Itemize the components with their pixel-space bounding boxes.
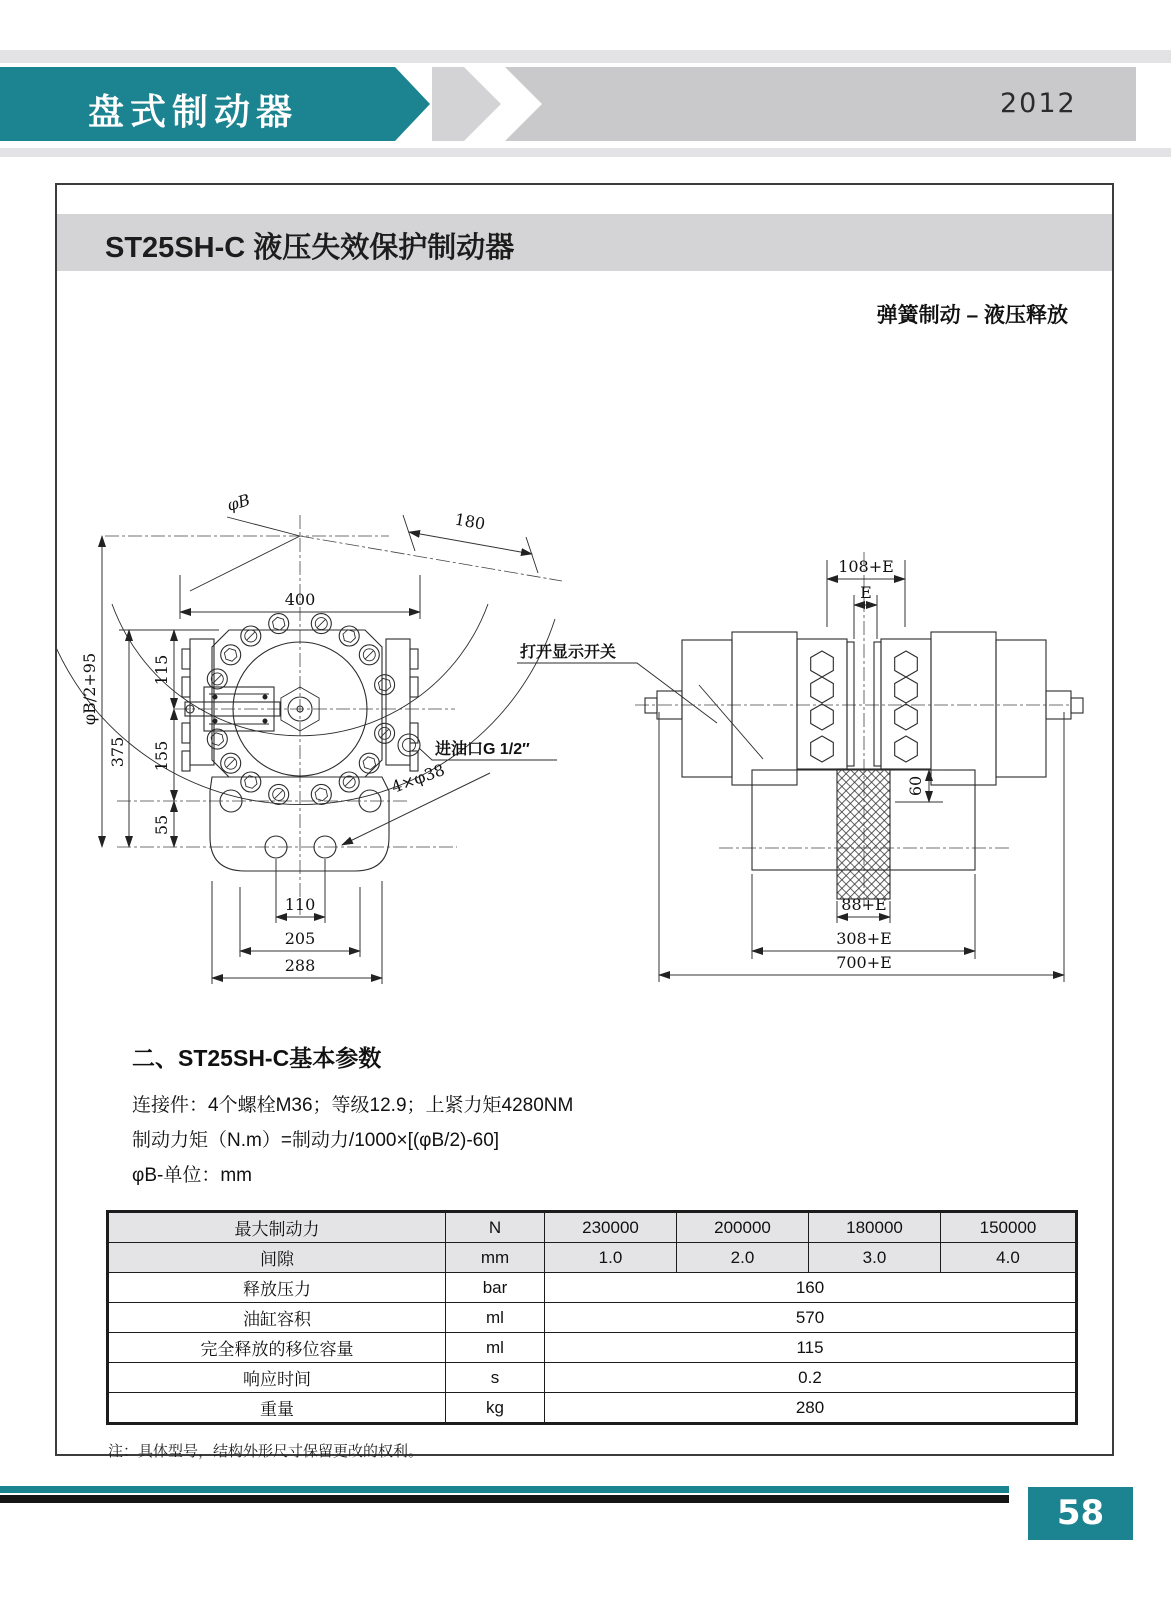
table-row <box>108 1212 1077 1243</box>
oil-port-callout: 进油口G 1/2″ <box>435 741 530 758</box>
dim-55: 55 <box>152 814 171 836</box>
product-title: ST25SH-C 液压失效保护制动器 <box>105 232 515 264</box>
specs-line-fasteners: 连接件：4个螺栓M36；等级12.9；上紧力矩4280NM <box>132 1095 574 1116</box>
row-value: 280 <box>545 1393 1077 1424</box>
row-label: 间隙 <box>108 1243 446 1273</box>
row-label: 完全释放的移位容量 <box>108 1333 446 1363</box>
dim-60: 60 <box>906 775 925 797</box>
row-unit: s <box>446 1363 545 1393</box>
row-label: 重量 <box>108 1393 446 1424</box>
row-value: 4.0 <box>941 1243 1077 1273</box>
row-value: 0.2 <box>545 1363 1077 1393</box>
dim-400: 400 <box>284 590 316 609</box>
specs-line-torque-formula: 制动力矩（N.m）=制动力/1000×[(φB/2)-60] <box>132 1130 500 1151</box>
row-label: 油缸容积 <box>108 1303 446 1333</box>
footnote: 注：具体型号，结构外形尺寸保留更改的权利。 <box>108 1443 424 1460</box>
row-value: 160 <box>545 1273 1077 1303</box>
table-row <box>108 1363 1077 1393</box>
row-value: 3.0 <box>809 1243 941 1273</box>
row-value: 180000 <box>809 1212 941 1243</box>
row-unit: ml <box>446 1303 545 1333</box>
dim-180: 180 <box>453 509 487 534</box>
dim-308E: 308+E <box>836 929 892 948</box>
row-unit: kg <box>446 1393 545 1424</box>
table-row <box>108 1273 1077 1303</box>
dim-115: 115 <box>152 654 171 686</box>
technical-drawings <box>57 457 1116 987</box>
row-unit: N <box>446 1212 545 1243</box>
row-value: 115 <box>545 1333 1077 1363</box>
dim-288: 288 <box>284 956 316 975</box>
row-label: 释放压力 <box>108 1273 446 1303</box>
row-unit: ml <box>446 1333 545 1363</box>
row-value: 150000 <box>941 1212 1077 1243</box>
dim-phiB: φB <box>224 490 253 515</box>
dim-88E: 88+E <box>841 895 887 914</box>
page-number-badge: 58 <box>1028 1487 1133 1540</box>
table-row <box>108 1243 1077 1273</box>
page-category-title: 盘式制动器 <box>88 91 299 132</box>
table-row <box>108 1393 1077 1424</box>
switch-callout: 打开显示开关 <box>520 644 617 661</box>
row-label: 响应时间 <box>108 1363 446 1393</box>
holes-callout: 4×φ38 <box>388 760 448 797</box>
dim-110: 110 <box>284 895 316 914</box>
dim-700E: 700+E <box>836 953 892 972</box>
product-title-band <box>57 214 1112 271</box>
top-divider-strip <box>0 50 1171 63</box>
specs-line-unit: φB-单位：mm <box>132 1165 252 1186</box>
row-label: 最大制动力 <box>108 1212 446 1243</box>
row-value: 1.0 <box>545 1243 677 1273</box>
parameters-table <box>106 1210 1078 1425</box>
footer-teal-rule <box>0 1486 1009 1493</box>
table-row <box>108 1333 1077 1363</box>
dim-108E: 108+E <box>838 557 894 576</box>
dim-205: 205 <box>284 929 316 948</box>
dim-phiB-half: φB/2+95 <box>80 652 99 726</box>
specs-section-heading: 二、ST25SH-C基本参数 <box>132 1045 382 1071</box>
row-value: 230000 <box>545 1212 677 1243</box>
table-row <box>108 1303 1077 1333</box>
dim-E: E <box>860 583 872 602</box>
dim-155: 155 <box>152 740 171 772</box>
content-frame <box>55 183 1114 1460</box>
row-value: 570 <box>545 1303 1077 1333</box>
row-value: 200000 <box>677 1212 809 1243</box>
row-value: 2.0 <box>677 1243 809 1273</box>
header-chevron-icon <box>432 67 501 141</box>
row-unit: mm <box>446 1243 545 1273</box>
side-view-drawing <box>635 552 1083 982</box>
row-unit: bar <box>446 1273 545 1303</box>
footer-black-rule <box>0 1495 1009 1503</box>
catalog-year: 2012 <box>1000 88 1077 119</box>
sub-divider-strip <box>0 148 1171 157</box>
front-view-drawing <box>57 490 717 984</box>
brake-mode-label: 弹簧制动 – 液压释放 <box>876 304 1068 327</box>
dim-375: 375 <box>108 736 127 768</box>
